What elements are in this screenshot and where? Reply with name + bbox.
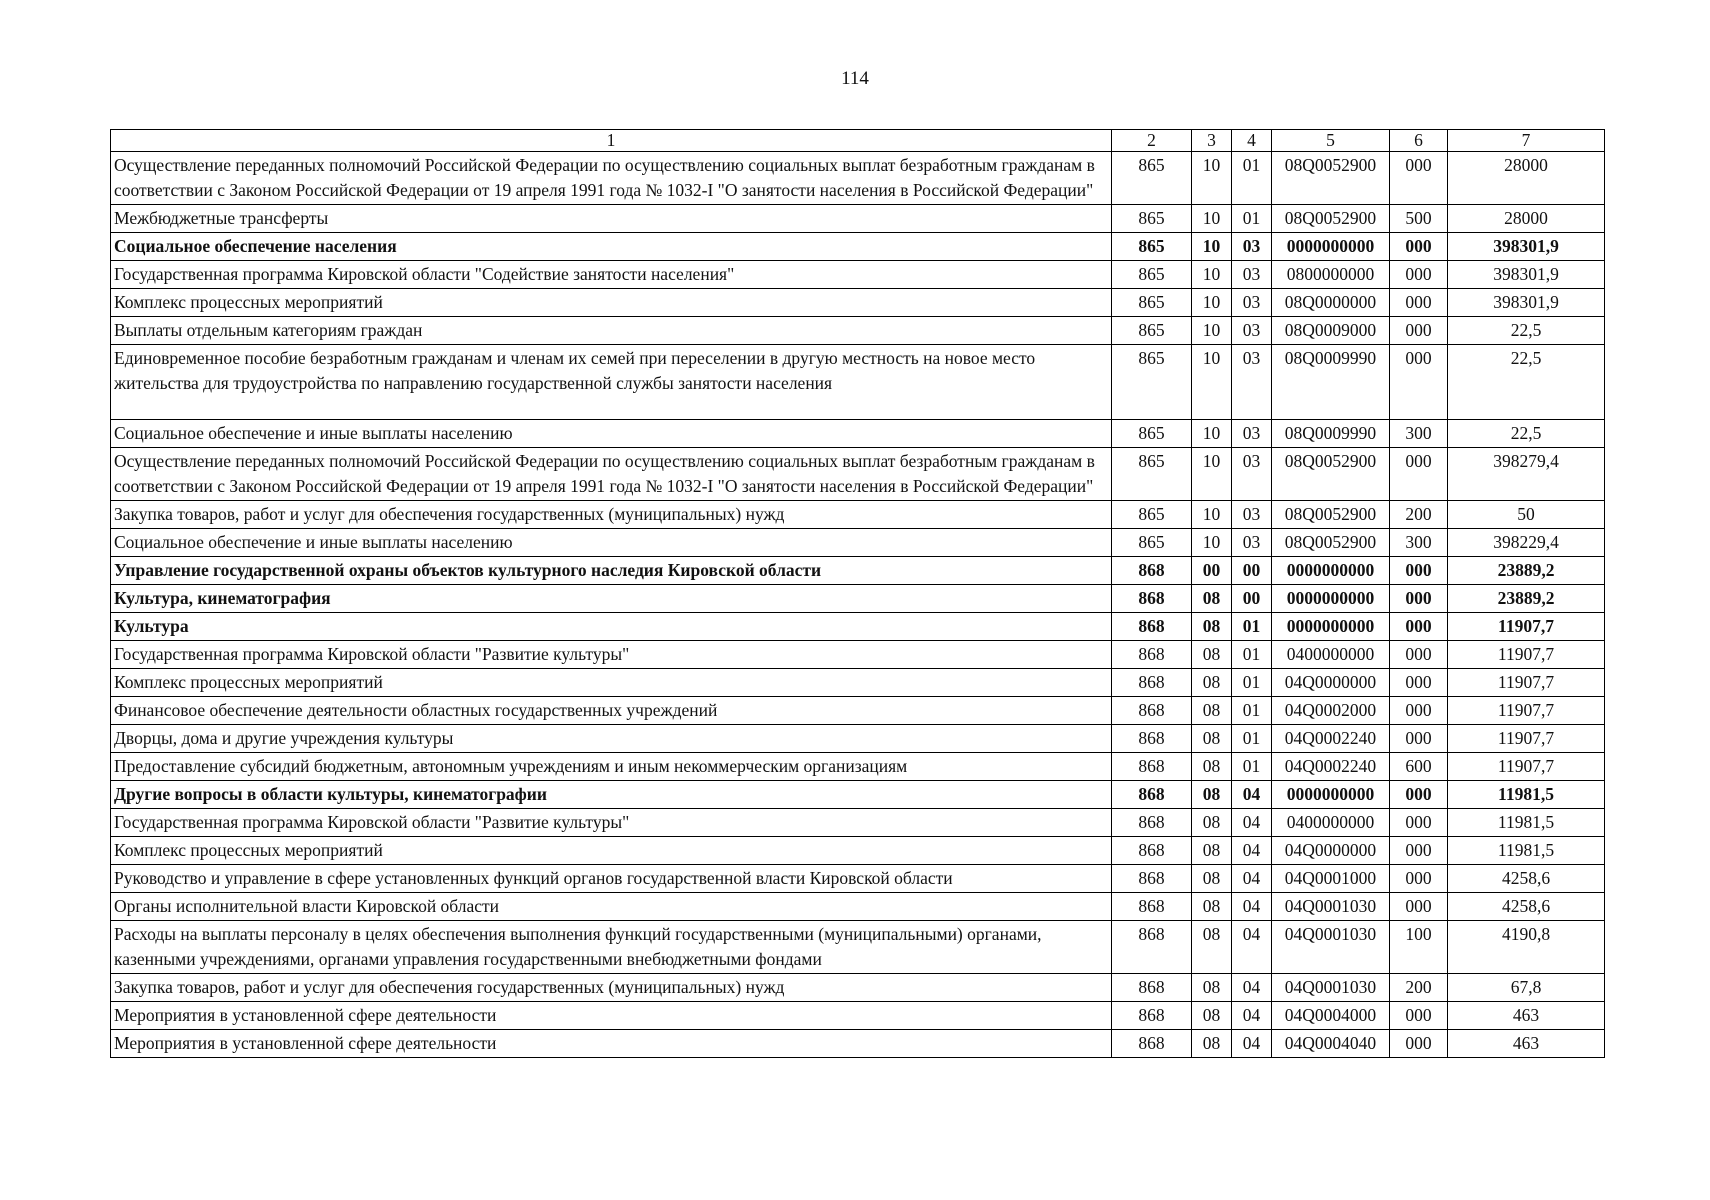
subsection-code-cell: 03 bbox=[1232, 289, 1272, 317]
section-code-cell: 865 bbox=[1112, 317, 1192, 345]
row-name-cell: Социальное обеспечение и иные выплаты населению bbox=[111, 529, 1112, 557]
section-code-cell: 865 bbox=[1112, 152, 1192, 205]
table-row bbox=[111, 781, 1605, 809]
expense-type-cell: 000 bbox=[1390, 152, 1448, 205]
expense-type-cell: 000 bbox=[1390, 809, 1448, 837]
subsection-code-cell: 04 bbox=[1232, 1002, 1272, 1030]
subsection-cell: 08 bbox=[1192, 725, 1232, 753]
subsection-cell: 10 bbox=[1192, 420, 1232, 448]
table-row bbox=[111, 448, 1605, 501]
amount-cell: 4258,6 bbox=[1448, 865, 1605, 893]
target-article-cell: 04Q0004000 bbox=[1272, 1002, 1390, 1030]
subsection-cell: 08 bbox=[1192, 974, 1232, 1002]
amount-cell: 463 bbox=[1448, 1030, 1605, 1058]
table-row bbox=[111, 893, 1605, 921]
subsection-code-cell: 03 bbox=[1232, 233, 1272, 261]
subsection-cell: 10 bbox=[1192, 501, 1232, 529]
subsection-cell: 08 bbox=[1192, 893, 1232, 921]
table-row bbox=[111, 233, 1605, 261]
subsection-cell: 10 bbox=[1192, 448, 1232, 501]
table-row bbox=[111, 289, 1605, 317]
expense-type-cell: 200 bbox=[1390, 974, 1448, 1002]
section-code-cell: 868 bbox=[1112, 921, 1192, 974]
expense-type-cell: 100 bbox=[1390, 921, 1448, 974]
subsection-cell: 08 bbox=[1192, 1030, 1232, 1058]
table-row bbox=[111, 1030, 1605, 1058]
row-name-cell: Выплаты отдельным категориям граждан bbox=[111, 317, 1112, 345]
row-name-cell: Расходы на выплаты персоналу в целях обеспечения выполнения функций государственными (муниципальными) органами, казенными учреждениями, органами управления государственными внебюджетными фондами bbox=[111, 921, 1112, 974]
subsection-code-cell: 01 bbox=[1232, 697, 1272, 725]
section-code-cell: 865 bbox=[1112, 345, 1192, 420]
amount-cell: 11907,7 bbox=[1448, 669, 1605, 697]
page-number: 114 bbox=[841, 68, 869, 89]
subsection-cell: 08 bbox=[1192, 669, 1232, 697]
target-article-cell: 08Q0009990 bbox=[1272, 345, 1390, 420]
target-article-cell: 04Q0001030 bbox=[1272, 974, 1390, 1002]
expense-type-cell: 000 bbox=[1390, 893, 1448, 921]
table-row bbox=[111, 974, 1605, 1002]
target-article-cell: 04Q0000000 bbox=[1272, 669, 1390, 697]
section-code-cell: 868 bbox=[1112, 974, 1192, 1002]
target-article-cell: 04Q0000000 bbox=[1272, 837, 1390, 865]
expense-type-cell: 000 bbox=[1390, 345, 1448, 420]
target-article-cell: 0000000000 bbox=[1272, 585, 1390, 613]
row-name-cell: Осуществление переданных полномочий Российской Федерации по осуществлению социальных выплат безработным гражданам в соответствии с Законом Российской Федерации от 19 апреля 1991 года № 1032-I "О занятости населения в Российской Федерации" bbox=[111, 448, 1112, 501]
section-code-cell: 868 bbox=[1112, 725, 1192, 753]
target-article-cell: 04Q0002000 bbox=[1272, 697, 1390, 725]
table-row bbox=[111, 420, 1605, 448]
subsection-cell: 10 bbox=[1192, 233, 1232, 261]
target-article-cell: 0400000000 bbox=[1272, 809, 1390, 837]
target-article-cell: 08Q0052900 bbox=[1272, 152, 1390, 205]
subsection-cell: 10 bbox=[1192, 289, 1232, 317]
section-code-cell: 868 bbox=[1112, 809, 1192, 837]
target-article-cell: 08Q0052900 bbox=[1272, 448, 1390, 501]
subsection-code-cell: 01 bbox=[1232, 205, 1272, 233]
section-code-cell: 868 bbox=[1112, 613, 1192, 641]
expense-type-cell: 000 bbox=[1390, 837, 1448, 865]
row-name-cell: Межбюджетные трансферты bbox=[111, 205, 1112, 233]
subsection-code-cell: 04 bbox=[1232, 1030, 1272, 1058]
amount-cell: 22,5 bbox=[1448, 345, 1605, 420]
target-article-cell: 08Q0052900 bbox=[1272, 205, 1390, 233]
section-code-cell: 868 bbox=[1112, 641, 1192, 669]
expense-type-cell: 000 bbox=[1390, 697, 1448, 725]
subsection-code-cell: 04 bbox=[1232, 781, 1272, 809]
section-code-cell: 868 bbox=[1112, 781, 1192, 809]
row-name-cell: Культура, кинематография bbox=[111, 585, 1112, 613]
target-article-cell: 04Q0002240 bbox=[1272, 753, 1390, 781]
amount-cell: 11907,7 bbox=[1448, 641, 1605, 669]
subsection-code-cell: 00 bbox=[1232, 557, 1272, 585]
row-name-cell: Социальное обеспечение и иные выплаты населению bbox=[111, 420, 1112, 448]
target-article-cell: 04Q0001000 bbox=[1272, 865, 1390, 893]
subsection-cell: 08 bbox=[1192, 585, 1232, 613]
section-code-cell: 868 bbox=[1112, 669, 1192, 697]
table-row bbox=[111, 261, 1605, 289]
subsection-code-cell: 01 bbox=[1232, 613, 1272, 641]
target-article-cell: 08Q0000000 bbox=[1272, 289, 1390, 317]
section-code-cell: 868 bbox=[1112, 837, 1192, 865]
column-header: 5 bbox=[1272, 130, 1390, 152]
amount-cell: 28000 bbox=[1448, 152, 1605, 205]
target-article-cell: 04Q0001030 bbox=[1272, 921, 1390, 974]
subsection-code-cell: 03 bbox=[1232, 529, 1272, 557]
table-row bbox=[111, 345, 1605, 420]
amount-cell: 4190,8 bbox=[1448, 921, 1605, 974]
column-header: 2 bbox=[1112, 130, 1192, 152]
subsection-code-cell: 03 bbox=[1232, 345, 1272, 420]
expense-type-cell: 000 bbox=[1390, 1002, 1448, 1030]
expense-type-cell: 000 bbox=[1390, 669, 1448, 697]
amount-cell: 22,5 bbox=[1448, 420, 1605, 448]
section-code-cell: 865 bbox=[1112, 289, 1192, 317]
amount-cell: 67,8 bbox=[1448, 974, 1605, 1002]
section-code-cell: 865 bbox=[1112, 261, 1192, 289]
section-code-cell: 868 bbox=[1112, 865, 1192, 893]
subsection-cell: 10 bbox=[1192, 529, 1232, 557]
amount-cell: 50 bbox=[1448, 501, 1605, 529]
expense-type-cell: 000 bbox=[1390, 725, 1448, 753]
subsection-cell: 08 bbox=[1192, 781, 1232, 809]
target-article-cell: 08Q0052900 bbox=[1272, 501, 1390, 529]
expense-type-cell: 200 bbox=[1390, 501, 1448, 529]
target-article-cell: 08Q0052900 bbox=[1272, 529, 1390, 557]
row-name-cell: Культура bbox=[111, 613, 1112, 641]
amount-cell: 11907,7 bbox=[1448, 725, 1605, 753]
amount-cell: 398301,9 bbox=[1448, 261, 1605, 289]
column-header: 4 bbox=[1232, 130, 1272, 152]
table-row bbox=[111, 669, 1605, 697]
row-name-cell: Предоставление субсидий бюджетным, автономным учреждениям и иным некоммерческим организациям bbox=[111, 753, 1112, 781]
subsection-code-cell: 04 bbox=[1232, 974, 1272, 1002]
expense-type-cell: 300 bbox=[1390, 420, 1448, 448]
expense-type-cell: 000 bbox=[1390, 261, 1448, 289]
subsection-code-cell: 03 bbox=[1232, 317, 1272, 345]
table-row bbox=[111, 641, 1605, 669]
column-header: 6 bbox=[1390, 130, 1448, 152]
section-code-cell: 865 bbox=[1112, 501, 1192, 529]
table-row bbox=[111, 837, 1605, 865]
column-header: 7 bbox=[1448, 130, 1605, 152]
row-name-cell: Государственная программа Кировской области "Содействие занятости населения" bbox=[111, 261, 1112, 289]
target-article-cell: 0000000000 bbox=[1272, 557, 1390, 585]
subsection-code-cell: 00 bbox=[1232, 585, 1272, 613]
amount-cell: 11907,7 bbox=[1448, 697, 1605, 725]
subsection-code-cell: 04 bbox=[1232, 921, 1272, 974]
section-code-cell: 865 bbox=[1112, 420, 1192, 448]
subsection-code-cell: 03 bbox=[1232, 448, 1272, 501]
expense-type-cell: 000 bbox=[1390, 557, 1448, 585]
target-article-cell: 08Q0009000 bbox=[1272, 317, 1390, 345]
table-row bbox=[111, 557, 1605, 585]
table-row bbox=[111, 753, 1605, 781]
amount-cell: 11981,5 bbox=[1448, 809, 1605, 837]
subsection-cell: 08 bbox=[1192, 865, 1232, 893]
subsection-code-cell: 01 bbox=[1232, 753, 1272, 781]
subsection-cell: 08 bbox=[1192, 1002, 1232, 1030]
subsection-cell: 08 bbox=[1192, 641, 1232, 669]
subsection-code-cell: 03 bbox=[1232, 420, 1272, 448]
table-row bbox=[111, 317, 1605, 345]
subsection-cell: 00 bbox=[1192, 557, 1232, 585]
expense-type-cell: 000 bbox=[1390, 585, 1448, 613]
subsection-code-cell: 04 bbox=[1232, 893, 1272, 921]
subsection-code-cell: 01 bbox=[1232, 152, 1272, 205]
expense-type-cell: 600 bbox=[1390, 753, 1448, 781]
amount-cell: 11907,7 bbox=[1448, 613, 1605, 641]
row-name-cell: Закупка товаров, работ и услуг для обеспечения государственных (муниципальных) нужд bbox=[111, 974, 1112, 1002]
target-article-cell: 04Q0004040 bbox=[1272, 1030, 1390, 1058]
target-article-cell: 0000000000 bbox=[1272, 781, 1390, 809]
row-name-cell: Органы исполнительной власти Кировской области bbox=[111, 893, 1112, 921]
expense-type-cell: 000 bbox=[1390, 641, 1448, 669]
budget-table bbox=[110, 129, 1605, 1058]
target-article-cell: 0400000000 bbox=[1272, 641, 1390, 669]
subsection-cell: 10 bbox=[1192, 261, 1232, 289]
subsection-cell: 10 bbox=[1192, 152, 1232, 205]
amount-cell: 463 bbox=[1448, 1002, 1605, 1030]
subsection-code-cell: 03 bbox=[1232, 501, 1272, 529]
expense-type-cell: 500 bbox=[1390, 205, 1448, 233]
section-code-cell: 868 bbox=[1112, 1030, 1192, 1058]
table-row bbox=[111, 725, 1605, 753]
amount-cell: 11907,7 bbox=[1448, 753, 1605, 781]
target-article-cell: 04Q0002240 bbox=[1272, 725, 1390, 753]
subsection-code-cell: 04 bbox=[1232, 809, 1272, 837]
section-code-cell: 865 bbox=[1112, 233, 1192, 261]
table-row bbox=[111, 697, 1605, 725]
row-name-cell: Другие вопросы в области культуры, кинематографии bbox=[111, 781, 1112, 809]
row-name-cell: Социальное обеспечение населения bbox=[111, 233, 1112, 261]
section-code-cell: 865 bbox=[1112, 529, 1192, 557]
target-article-cell: 04Q0001030 bbox=[1272, 893, 1390, 921]
amount-cell: 23889,2 bbox=[1448, 557, 1605, 585]
table-row bbox=[111, 1002, 1605, 1030]
expense-type-cell: 000 bbox=[1390, 1030, 1448, 1058]
subsection-cell: 08 bbox=[1192, 921, 1232, 974]
expense-type-cell: 000 bbox=[1390, 317, 1448, 345]
amount-cell: 23889,2 bbox=[1448, 585, 1605, 613]
row-name-cell: Мероприятия в установленной сфере деятельности bbox=[111, 1002, 1112, 1030]
row-name-cell: Комплекс процессных мероприятий bbox=[111, 837, 1112, 865]
row-name-cell: Единовременное пособие безработным гражданам и членам их семей при переселении в другую местность на новое место жительства для трудоустройства по направлению государственной службы занятости населения bbox=[111, 345, 1112, 420]
target-article-cell: 0000000000 bbox=[1272, 233, 1390, 261]
table-row bbox=[111, 865, 1605, 893]
expense-type-cell: 000 bbox=[1390, 233, 1448, 261]
expense-type-cell: 000 bbox=[1390, 613, 1448, 641]
row-name-cell: Государственная программа Кировской области "Развитие культуры" bbox=[111, 641, 1112, 669]
section-code-cell: 865 bbox=[1112, 448, 1192, 501]
amount-cell: 22,5 bbox=[1448, 317, 1605, 345]
subsection-code-cell: 03 bbox=[1232, 261, 1272, 289]
row-name-cell: Мероприятия в установленной сфере деятельности bbox=[111, 1030, 1112, 1058]
row-name-cell: Управление государственной охраны объектов культурного наследия Кировской области bbox=[111, 557, 1112, 585]
subsection-code-cell: 01 bbox=[1232, 669, 1272, 697]
subsection-cell: 10 bbox=[1192, 205, 1232, 233]
row-name-cell: Осуществление переданных полномочий Российской Федерации по осуществлению социальных выплат безработным гражданам в соответствии с Законом Российской Федерации от 19 апреля 1991 года № 1032-I "О занятости населения в Российской Федерации" bbox=[111, 152, 1112, 205]
expense-type-cell: 300 bbox=[1390, 529, 1448, 557]
table-row bbox=[111, 501, 1605, 529]
table-row bbox=[111, 921, 1605, 974]
amount-cell: 28000 bbox=[1448, 205, 1605, 233]
row-name-cell: Закупка товаров, работ и услуг для обеспечения государственных (муниципальных) нужд bbox=[111, 501, 1112, 529]
row-name-cell: Государственная программа Кировской области "Развитие культуры" bbox=[111, 809, 1112, 837]
table-row bbox=[111, 529, 1605, 557]
section-code-cell: 868 bbox=[1112, 557, 1192, 585]
expense-type-cell: 000 bbox=[1390, 781, 1448, 809]
target-article-cell: 08Q0009990 bbox=[1272, 420, 1390, 448]
table-row bbox=[111, 205, 1605, 233]
amount-cell: 4258,6 bbox=[1448, 893, 1605, 921]
subsection-cell: 08 bbox=[1192, 697, 1232, 725]
subsection-cell: 08 bbox=[1192, 809, 1232, 837]
target-article-cell: 0800000000 bbox=[1272, 261, 1390, 289]
amount-cell: 398229,4 bbox=[1448, 529, 1605, 557]
subsection-cell: 08 bbox=[1192, 613, 1232, 641]
subsection-code-cell: 01 bbox=[1232, 725, 1272, 753]
amount-cell: 398301,9 bbox=[1448, 233, 1605, 261]
column-header: 3 bbox=[1192, 130, 1232, 152]
row-name-cell: Комплекс процессных мероприятий bbox=[111, 289, 1112, 317]
table-row bbox=[111, 152, 1605, 205]
column-header: 1 bbox=[111, 130, 1112, 152]
row-name-cell: Дворцы, дома и другие учреждения культуры bbox=[111, 725, 1112, 753]
row-name-cell: Финансовое обеспечение деятельности областных государственных учреждений bbox=[111, 697, 1112, 725]
subsection-code-cell: 04 bbox=[1232, 865, 1272, 893]
table-row bbox=[111, 585, 1605, 613]
subsection-cell: 10 bbox=[1192, 345, 1232, 420]
table-row bbox=[111, 809, 1605, 837]
subsection-cell: 10 bbox=[1192, 317, 1232, 345]
section-code-cell: 868 bbox=[1112, 893, 1192, 921]
section-code-cell: 868 bbox=[1112, 753, 1192, 781]
subsection-cell: 08 bbox=[1192, 837, 1232, 865]
subsection-cell: 08 bbox=[1192, 753, 1232, 781]
amount-cell: 11981,5 bbox=[1448, 837, 1605, 865]
target-article-cell: 0000000000 bbox=[1272, 613, 1390, 641]
section-code-cell: 865 bbox=[1112, 205, 1192, 233]
section-code-cell: 868 bbox=[1112, 697, 1192, 725]
subsection-code-cell: 04 bbox=[1232, 837, 1272, 865]
expense-type-cell: 000 bbox=[1390, 865, 1448, 893]
expense-type-cell: 000 bbox=[1390, 448, 1448, 501]
row-name-cell: Руководство и управление в сфере установленных функций органов государственной власти Кировской области bbox=[111, 865, 1112, 893]
section-code-cell: 868 bbox=[1112, 1002, 1192, 1030]
section-code-cell: 868 bbox=[1112, 585, 1192, 613]
amount-cell: 398301,9 bbox=[1448, 289, 1605, 317]
table-row bbox=[111, 613, 1605, 641]
amount-cell: 398279,4 bbox=[1448, 448, 1605, 501]
subsection-code-cell: 01 bbox=[1232, 641, 1272, 669]
header-row bbox=[111, 130, 1605, 152]
expense-type-cell: 000 bbox=[1390, 289, 1448, 317]
amount-cell: 11981,5 bbox=[1448, 781, 1605, 809]
row-name-cell: Комплекс процессных мероприятий bbox=[111, 669, 1112, 697]
